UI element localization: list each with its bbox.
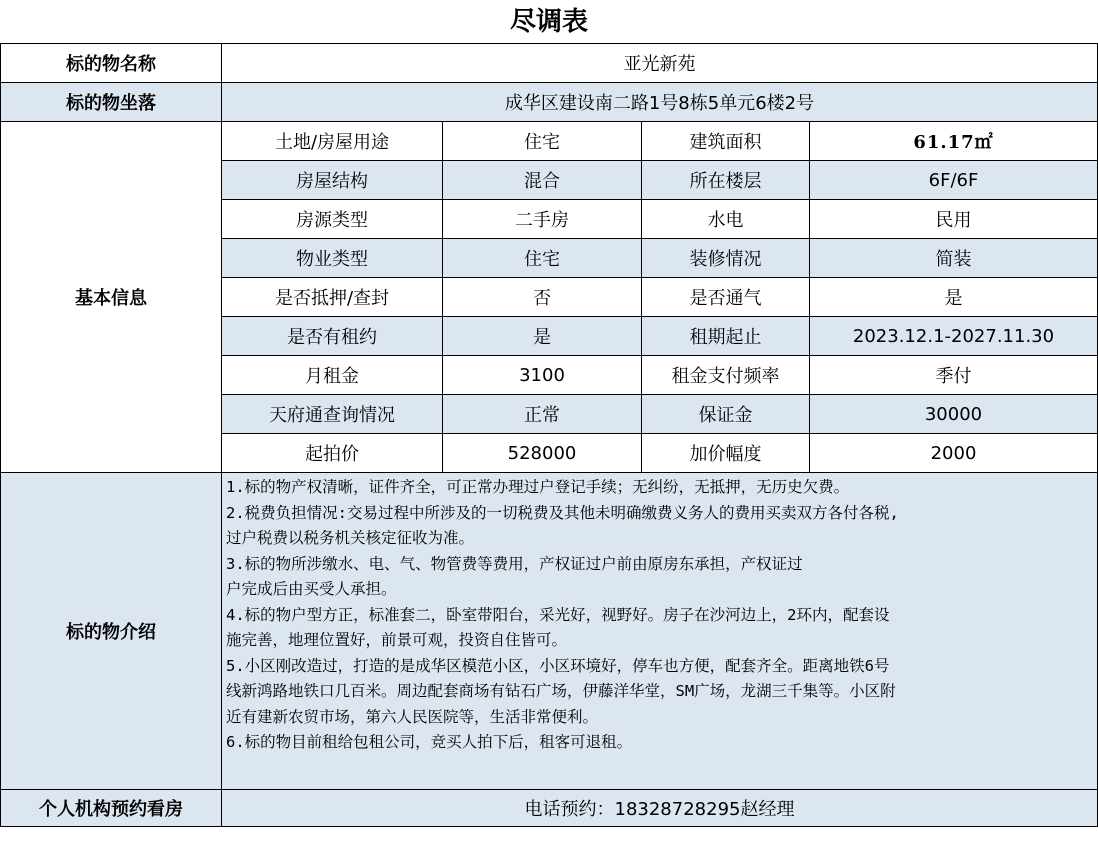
- location-label: 标的物坐落: [1, 83, 222, 122]
- contact-row: [1, 790, 1098, 827]
- info-key: 保证金: [642, 395, 810, 434]
- info-value: 2000: [810, 434, 1098, 473]
- due-diligence-table: [0, 43, 1098, 827]
- info-key: 天府通查询情况: [222, 395, 443, 434]
- intro-line: 3.标的物所涉缴水、电、气、物管费等费用，产权证过户前由原房东承担，产权证过: [226, 554, 803, 573]
- info-key: 所在楼层: [642, 161, 810, 200]
- info-row: [1, 122, 1098, 161]
- intro-line: 6.标的物目前租给包租公司，竞买人拍下后，租客可退租。: [226, 733, 633, 751]
- intro-line: 5.小区刚改造过，打造的是成华区模范小区，小区环境好，停车也方便，配套齐全。距离地铁6号: [226, 656, 890, 675]
- intro-line: 过户税费以税务机关核定征收为准。: [226, 529, 475, 547]
- intro-line: 4.标的物户型方正，标准套二，卧室带阳台，采光好，视野好。房子在沙河边上，2环内，配套设: [226, 605, 890, 624]
- info-key: 建筑面积: [642, 122, 810, 161]
- intro-line: 1.标的物产权清晰，证件齐全，可正常办理过户登记手续；无纠纷，无抵押，无历史欠费。: [226, 478, 850, 496]
- info-value: 30000: [810, 395, 1098, 434]
- intro-line: 近有建新农贸市场，第六人民医院等，生活非常便利。: [226, 707, 599, 726]
- info-key: 加价幅度: [642, 434, 810, 473]
- name-row: [1, 44, 1098, 83]
- intro-line: 施完善，地理位置好，前景可观，投资自住皆可。: [226, 631, 568, 649]
- info-key: 租期起止: [642, 317, 810, 356]
- info-value: 528000: [443, 434, 642, 473]
- info-value: 混合: [443, 161, 642, 200]
- info-key: 水电: [642, 200, 810, 239]
- info-key: 起拍价: [222, 434, 443, 473]
- info-value: 季付: [810, 356, 1098, 395]
- info-key: 土地/房屋用途: [222, 122, 443, 161]
- info-value: 民用: [810, 200, 1098, 239]
- info-value: 是: [443, 317, 642, 356]
- info-key: 装修情况: [642, 239, 810, 278]
- info-value: 3100: [443, 356, 642, 395]
- intro-line: 户完成后由买受人承担。: [226, 580, 397, 598]
- info-value: 二手房: [443, 200, 642, 239]
- location-row: [1, 83, 1098, 122]
- info-key: 房源类型: [222, 200, 443, 239]
- basic-info-label: 基本信息: [1, 122, 222, 473]
- info-key: 是否有租约: [222, 317, 443, 356]
- info-value: 是: [810, 278, 1098, 317]
- info-value: 正常: [443, 395, 642, 434]
- intro-label: 标的物介绍: [1, 473, 222, 790]
- info-key: 物业类型: [222, 239, 443, 278]
- info-key: 是否抵押/查封: [222, 278, 443, 317]
- info-value: 6F/6F: [810, 161, 1098, 200]
- info-value: 简装: [810, 239, 1098, 278]
- contact-label: 个人机构预约看房: [1, 790, 222, 827]
- info-key: 租金支付频率: [642, 356, 810, 395]
- intro-row: [1, 473, 1098, 790]
- location-value: 成华区建设南二路1号8栋5单元6楼2号: [222, 83, 1098, 122]
- document-title: 尽调表: [509, 7, 588, 37]
- info-key: 月租金: [222, 356, 443, 395]
- info-key: 是否通气: [642, 278, 810, 317]
- name-label: 标的物名称: [1, 44, 222, 83]
- info-key: 房屋结构: [222, 161, 443, 200]
- intro-line: 线新鸿路地铁口几百米。周边配套商场有钻石广场，伊藤洋华堂，SM广场，龙湖三千集等。小区附: [226, 682, 896, 700]
- info-value: 61.17㎡: [810, 122, 1098, 161]
- intro-text: [222, 473, 1098, 790]
- info-value: 否: [443, 278, 642, 317]
- intro-line: 2.税费负担情况:交易过程中所涉及的一切税费及其他未明确缴费义务人的费用买卖双方各付各税,: [226, 503, 899, 522]
- info-value: 住宅: [443, 122, 642, 161]
- contact-value: 电话预约：18328728295赵经理: [222, 790, 1098, 827]
- name-value: 亚光新苑: [222, 44, 1098, 83]
- info-value: 2023.12.1-2027.11.30: [810, 317, 1098, 356]
- info-value: 住宅: [443, 239, 642, 278]
